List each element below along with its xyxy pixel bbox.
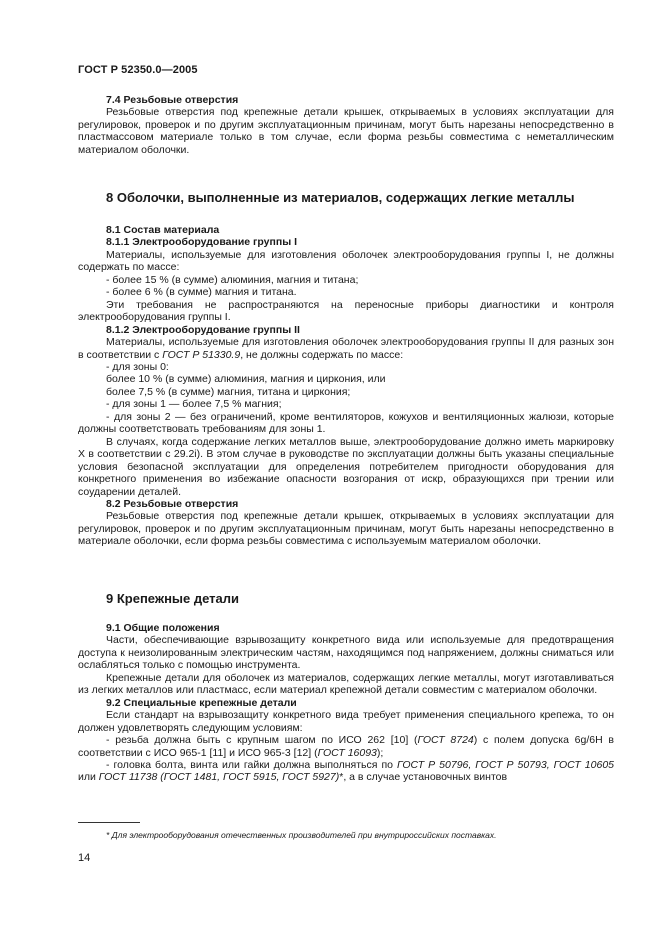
list-item: - более 6 % (в сумме) магния и титана. <box>106 286 297 299</box>
footnote: * Для электрооборудования отечественных производителей при внутрироссийских поставках. <box>106 830 497 840</box>
list-item: - для зоны 2 — без ограничений, кроме вентиляторов, кожухов и вентиляционных жалюзи, которые должны соответствовать требованиям для зоны 1. <box>78 410 614 436</box>
section-9-body <box>78 622 614 784</box>
section-9-title: 9 Крепежные детали <box>106 591 240 606</box>
paragraph: Резьбовые отверстия под крепежные детали крышек, открываемых в условиях эксплуатации для регулировок, проверок и по другим эксплуатационным причинам, могут быть нарезаны непосредственно в пластмассовом материале только в том случае, если форма резьбы совместима с неметаллическим материалом оболочки. <box>78 106 614 156</box>
paragraph: Эти требования не распространяются на переносные приборы диагностики и контроля электрооборудования группы I. <box>78 298 614 324</box>
list-item: более 10 % (в сумме) алюминия, магния и циркония, или <box>106 373 386 386</box>
heading-8-2: 8.2 Резьбовые отверстия <box>106 497 239 510</box>
section-8-body <box>78 224 614 548</box>
paragraph: Если стандарт на взрывозащиту конкретного вида требует применения специального крепежа, то он должен удовлетворять следующим условиям: <box>78 709 614 734</box>
paragraph: В случаях, когда содержание легких металлов выше, электрооборудование должно иметь маркировку X в соответствии с 29.2i). В этом случае в руководстве по эксплуатации должны быть указаны специальные условия безопасной эксплуатации для определения потребителем пригодности оборудования для конкретного применения во избежание опасности возгорания от искр, образующихся при трении или соударении деталей. <box>78 435 614 498</box>
heading-8-1: 8.1 Состав материала <box>106 224 220 236</box>
paragraph: Материалы, используемые для изготовления оболочек электрооборудования группы I, не должны содержать по массе: <box>78 248 614 274</box>
document-header: ГОСТ Р 52350.0—2005 <box>78 64 198 76</box>
footnote-divider <box>78 822 140 823</box>
list-item: - резьба должна быть с крупным шагом по ИСО 262 [10] (ГОСТ 8724) с полем допуска 6g/6H в соответствии с ИСО 965-1 [11] и ИСО 965-3 [12] (ГОСТ 16093); <box>78 734 614 759</box>
standard-reference: ГОСТ Р 51330.9 <box>162 348 241 361</box>
standard-reference: ГОСТ 11738 (ГОСТ 1481, ГОСТ 5915, ГОСТ 5927) <box>98 771 340 784</box>
standard-reference: ГОСТ Р 50796, ГОСТ Р 50793, ГОСТ 10605 <box>396 758 614 771</box>
list-item: - головка болта, винта или гайки должна выполняться по ГОСТ Р 50796, ГОСТ Р 50793, ГОСТ 10605 или ГОСТ 11738 (ГОСТ 1481, ГОСТ 5915, ГОСТ 5927)*, а в случае установочных винтов <box>78 758 614 784</box>
paragraph: Материалы, используемые для изготовления оболочек электрооборудования группы II для разных зон в соответствии с ГОСТ Р 51330.9, не должны содержать по массе: <box>78 336 614 361</box>
list-item: более 7,5 % (в сумме) магния, титана и циркония; <box>106 385 351 398</box>
heading-8-1-1: 8.1.1 Электрооборудование группы I <box>106 236 298 249</box>
list-item: - более 15 % (в сумме) алюминия, магния и титана; <box>106 273 359 286</box>
standard-reference: ГОСТ 16093 <box>317 746 377 759</box>
heading-9-2: 9.2 Специальные крепежные детали <box>106 696 297 709</box>
paragraph: Крепежные детали для оболочек из материалов, содержащих легкие металлы, могут изготавливаться из легких металлов или пластмасс, если материал крепежной детали совместим с материалом оболочки. <box>78 671 614 697</box>
heading-8-1-2: 8.1.2 Электрооборудование группы II <box>106 323 300 336</box>
heading-9-1: 9.1 Общие положения <box>106 622 220 634</box>
section-7-4 <box>78 94 614 156</box>
standard-reference: ГОСТ 8724 <box>417 734 474 747</box>
page-number: 14 <box>78 852 91 864</box>
paragraph: Резьбовые отверстия под крепежные детали крышек, открываемых в условиях эксплуатации для регулировок, проверок и по другим эксплуатационным причинам, могут быть нарезаны непосредственно в материале оболочки, если форма резьбы совместима с используемым материалом оболочки. <box>78 510 614 548</box>
list-item: - для зоны 0: <box>106 360 169 373</box>
paragraph: Части, обеспечивающие взрывозащиту конкретного вида или используемые для предотвращения доступа к неизолированным электрическим частям, находящимся под напряжением, должны сниматься или ослабляться только с помощью инструмента. <box>78 634 614 672</box>
section-8-title: 8 Оболочки, выполненные из материалов, содержащих легкие металлы <box>106 190 575 205</box>
heading-7-4: 7.4 Резьбовые отверстия <box>106 94 239 106</box>
list-item: - для зоны 1 — более 7,5 % магния; <box>106 398 282 411</box>
